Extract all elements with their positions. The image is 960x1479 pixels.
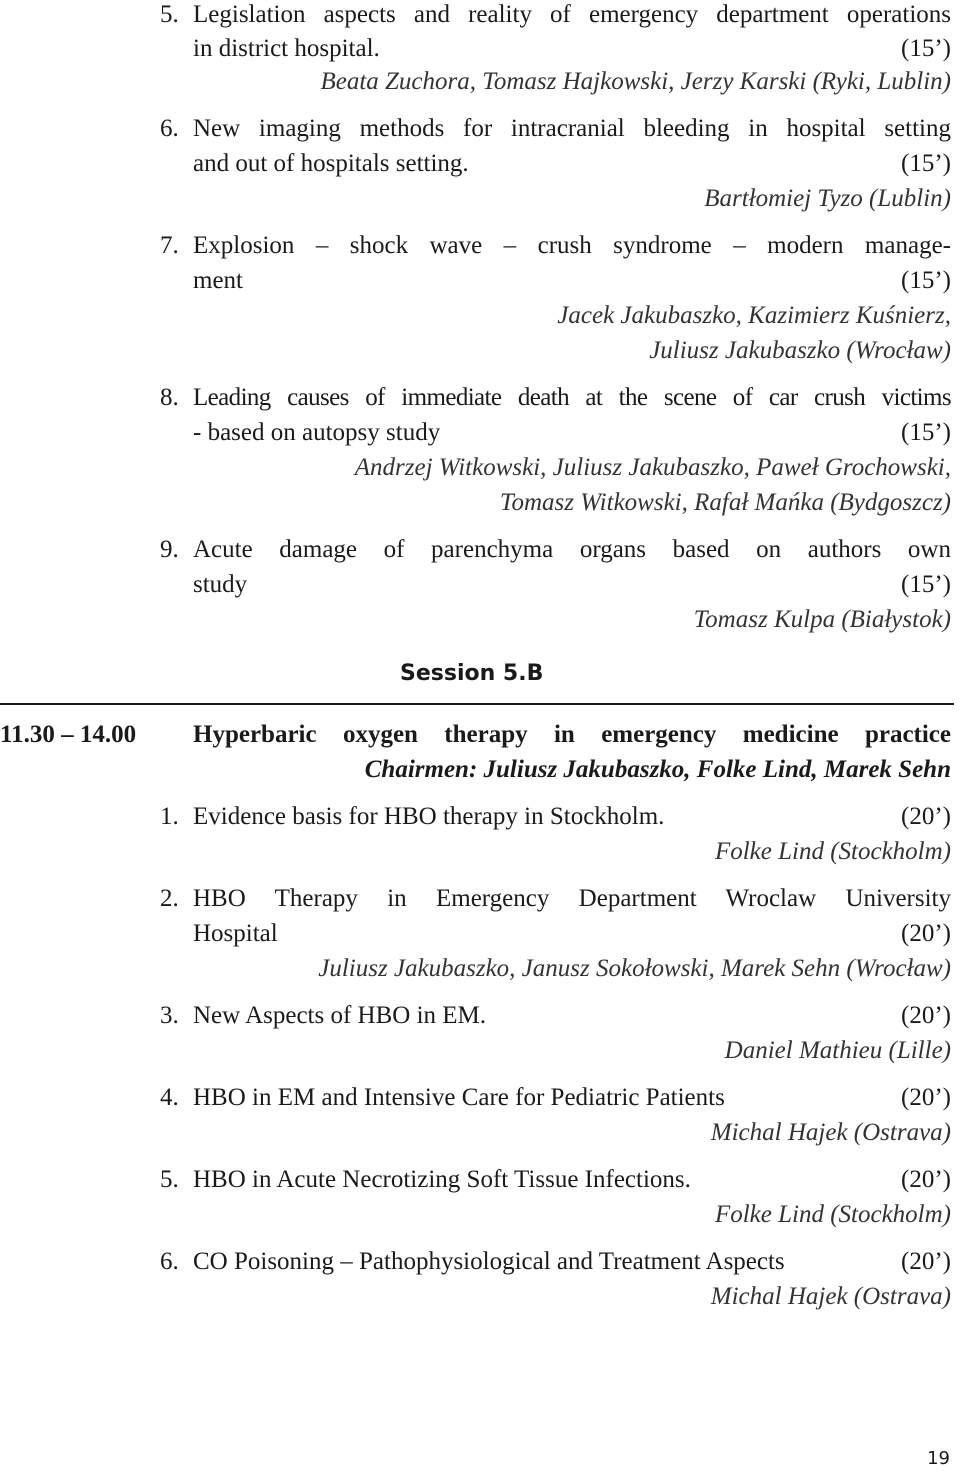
- item-title-line: in district hospital.: [193, 35, 380, 62]
- item-duration: (15’): [901, 267, 951, 294]
- item-authors: Jacek Jakubaszko, Kazimierz Kuśnierz,: [557, 302, 951, 329]
- item-number: 6.: [160, 1248, 179, 1275]
- item-number: 6.: [160, 115, 179, 142]
- item-authors: Folke Lind (Stockholm): [714, 1201, 951, 1228]
- session-time: 11.30 – 14.00: [0, 721, 137, 748]
- item-duration: (20’): [901, 920, 951, 947]
- item-authors: Folke Lind (Stockholm): [714, 838, 951, 865]
- item-title-line: New imaging methods for intracranial bleeding in hospital setting: [193, 115, 951, 142]
- item-title-line: and out of hospitals setting.: [193, 150, 469, 177]
- item-title-line: Evidence basis for HBO therapy in Stockholm.: [193, 803, 665, 830]
- item-title-line: ment: [193, 267, 243, 294]
- item-duration: (20’): [901, 803, 951, 830]
- session-title: Session 5.B: [400, 661, 544, 686]
- item-title-line: Legislation aspects and reality of emergency department operations: [193, 1, 951, 28]
- item-title-line: HBO in Acute Necrotizing Soft Tissue Infections.: [193, 1166, 691, 1193]
- item-number: 3.: [160, 1002, 179, 1029]
- item-title-line: Acute damage of parenchyma organs based on authors own: [193, 536, 951, 563]
- item-title-line: Hospital: [193, 920, 278, 947]
- item-number: 5.: [160, 1, 179, 28]
- item-authors: Bartłomiej Tyzo (Lublin): [704, 185, 951, 212]
- section-divider: [0, 703, 954, 705]
- item-authors: Beata Zuchora, Tomasz Hajkowski, Jerzy Karski (Ryki, Lublin): [320, 68, 951, 95]
- session-topic: Hyperbaric oxygen therapy in emergency medicine practice: [193, 721, 951, 748]
- item-authors: Tomasz Witkowski, Rafał Mańka (Bydgoszcz): [499, 489, 951, 516]
- item-number: 1.: [160, 803, 179, 830]
- item-duration: (15’): [901, 571, 951, 598]
- item-title-line: HBO in EM and Intensive Care for Pediatric Patients: [193, 1084, 725, 1111]
- item-title-line: New Aspects of HBO in EM.: [193, 1002, 487, 1029]
- item-authors: Michal Hajek (Ostrava): [710, 1283, 951, 1310]
- item-duration: (15’): [901, 150, 951, 177]
- item-title-line: Leading causes of immediate death at the scene of car crush victims: [193, 384, 951, 411]
- item-title-line: Explosion – shock wave – crush syndrome – modern manage-: [193, 232, 951, 259]
- item-duration: (15’): [901, 419, 951, 446]
- item-authors: Daniel Mathieu (Lille): [724, 1037, 951, 1064]
- item-title-line: CO Poisoning – Pathophysiological and Treatment Aspects: [193, 1248, 785, 1275]
- item-number: 5.: [160, 1166, 179, 1193]
- item-title-line: - based on autopsy study: [193, 419, 441, 446]
- item-authors: Tomasz Kulpa (Białystok): [693, 606, 951, 633]
- item-number: 7.: [160, 232, 179, 259]
- item-duration: (20’): [901, 1084, 951, 1111]
- item-number: 9.: [160, 536, 179, 563]
- item-number: 2.: [160, 885, 179, 912]
- item-title-line: HBO Therapy in Emergency Department Wroclaw University: [193, 885, 951, 912]
- page-number: 19: [927, 1448, 950, 1469]
- item-authors: Juliusz Jakubaszko, Janusz Sokołowski, Marek Sehn (Wrocław): [318, 955, 951, 982]
- item-duration: (20’): [901, 1166, 951, 1193]
- item-duration: (20’): [901, 1002, 951, 1029]
- item-authors: Michal Hajek (Ostrava): [710, 1119, 951, 1146]
- item-title-line: study: [193, 571, 248, 598]
- session-chairmen: Chairmen: Juliusz Jakubaszko, Folke Lind, Marek Sehn: [364, 756, 951, 783]
- item-authors: Juliusz Jakubaszko (Wrocław): [649, 337, 951, 364]
- item-number: 8.: [160, 384, 179, 411]
- item-duration: (20’): [901, 1248, 951, 1275]
- item-number: 4.: [160, 1084, 179, 1111]
- item-duration: (15’): [901, 35, 951, 62]
- item-authors: Andrzej Witkowski, Juliusz Jakubaszko, Paweł Grochowski,: [354, 454, 951, 481]
